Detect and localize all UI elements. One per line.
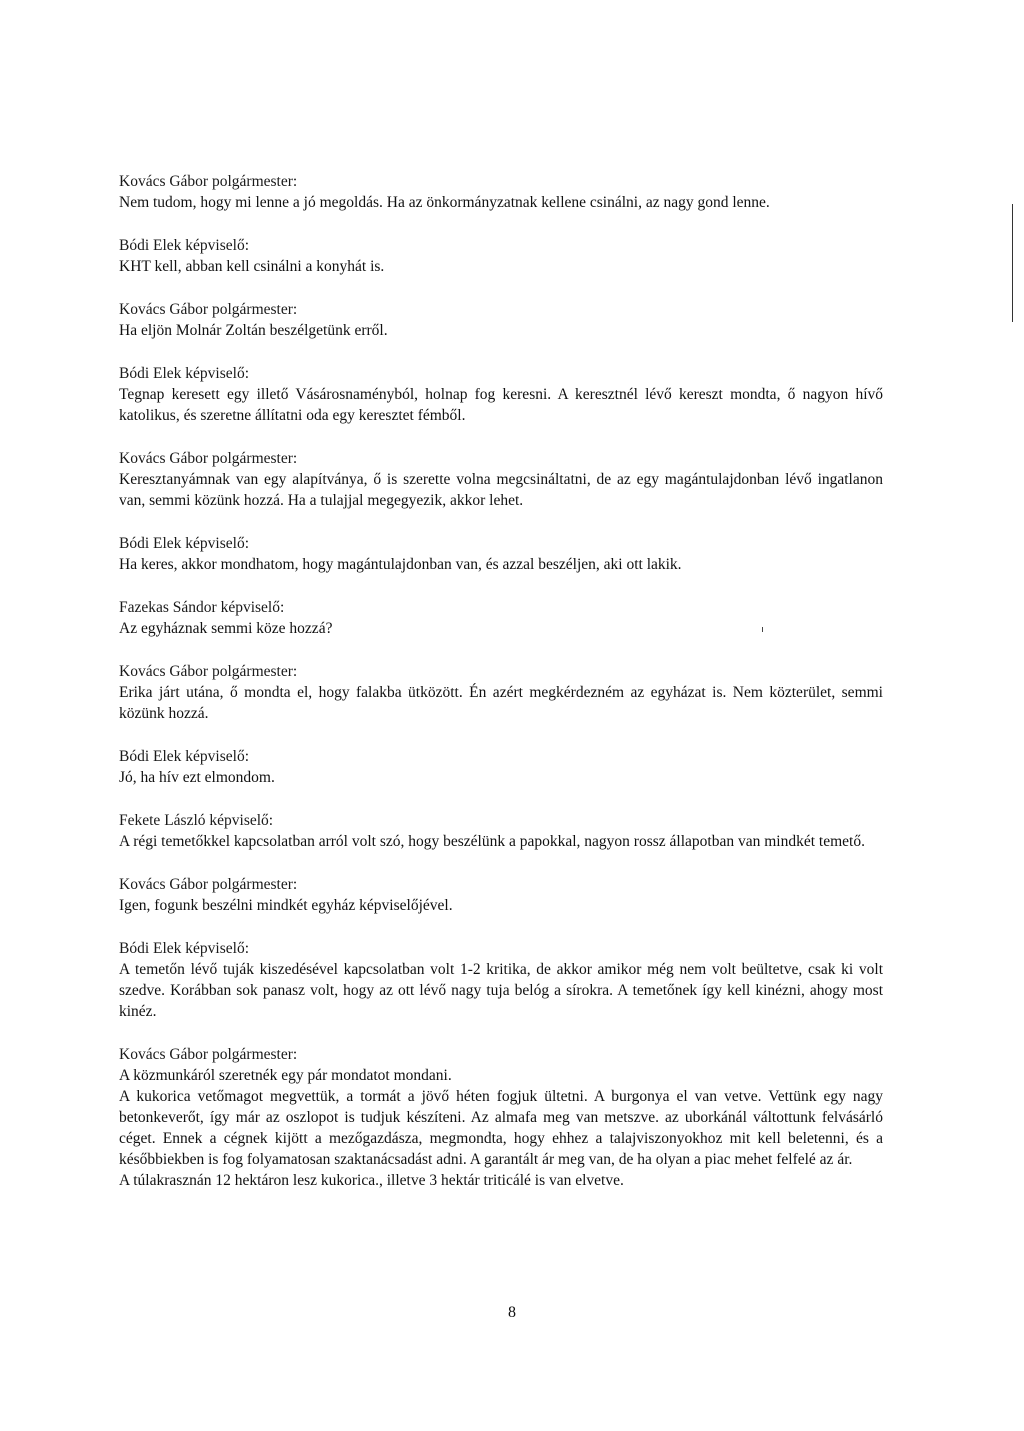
speaker-name: Fazekas Sándor képviselő: bbox=[119, 599, 285, 616]
speech-text: Erika járt utána, ő mondta el, hogy falakba ütközött. Én azért megkérdezném az egyházat is. Nem közterület, semmi közünk hozzá. bbox=[119, 684, 883, 722]
speech-block bbox=[119, 533, 883, 575]
speaker-name: Bódi Elek képviselő: bbox=[119, 237, 250, 254]
speaker-name: Kovács Gábor polgármester: bbox=[119, 173, 298, 190]
document-body bbox=[119, 171, 883, 1213]
speech-text: Igen, fogunk beszélni mindkét egyház képviselőjével. bbox=[119, 897, 453, 914]
speech-text: Ha eljön Molnár Zoltán beszélgetünk erről. bbox=[119, 322, 388, 339]
speaker-name: Bódi Elek képviselő: bbox=[119, 535, 250, 552]
speech-block bbox=[119, 746, 883, 788]
speaker-name: Bódi Elek képviselő: bbox=[119, 365, 250, 382]
speech-block bbox=[119, 171, 883, 213]
speech-text: Az egyháznak semmi köze hozzá? bbox=[119, 620, 333, 637]
transcript bbox=[119, 171, 883, 1191]
speech-text: A túlakrasznán 12 hektáron lesz kukorica., illetve 3 hektár triticálé is van elvetve. bbox=[119, 1172, 624, 1189]
speech-block bbox=[119, 448, 883, 511]
page-number: 8 bbox=[508, 1304, 516, 1321]
speech-text: Keresztanyámnak van egy alapítványa, ő is szerette volna megcsináltatni, de az egy magántulajdonban lévő ingatlanon van, semmi közünk hozzá. Ha a tulajjal megegyezik, akkor lehet. bbox=[119, 471, 883, 509]
speech-text: A közmunkáról szeretnék egy pár mondatot mondani. bbox=[119, 1067, 452, 1084]
speech-block bbox=[119, 235, 883, 277]
speech-text: Jó, ha hív ezt elmondom. bbox=[119, 769, 275, 786]
speech-block bbox=[119, 363, 883, 426]
scan-edge-artifact bbox=[1012, 204, 1013, 322]
speech-block bbox=[119, 874, 883, 916]
speech-text: Nem tudom, hogy mi lenne a jó megoldás. Ha az önkormányzatnak kellene csinálni, az nagy gond lenne. bbox=[119, 194, 770, 211]
speaker-name: Kovács Gábor polgármester: bbox=[119, 301, 298, 318]
speech-block bbox=[119, 661, 883, 724]
speaker-name: Kovács Gábor polgármester: bbox=[119, 450, 298, 467]
speech-text: A temetőn lévő tuják kiszedésével kapcsolatban volt 1-2 kritika, de akkor amikor még nem volt beültetve, csak ki volt szedve. Korábban sok panasz volt, hogy az ott lévő nagy tuja belóg a sírokra. A temetőnek így kell kinézni, ahogy most kinéz. bbox=[119, 961, 883, 1020]
speech-block bbox=[119, 299, 883, 341]
speech-text: A régi temetőkkel kapcsolatban arról volt szó, hogy beszélünk a papokkal, nagyon rossz állapotban van mindkét temető. bbox=[119, 833, 865, 850]
speaker-name: Kovács Gábor polgármester: bbox=[119, 876, 298, 893]
speaker-name: Kovács Gábor polgármester: bbox=[119, 1046, 298, 1063]
speech-block bbox=[119, 810, 883, 852]
speech-text: Tegnap keresett egy illető Vásárosnaményból, holnap fog keresni. A keresztnél lévő kereszt mondta, ő nagyon hívő katolikus, és szeretne állítatni oda egy keresztet fémből. bbox=[119, 386, 883, 424]
speech-text: KHT kell, abban kell csinálni a konyhát is. bbox=[119, 258, 385, 275]
speech-text: A kukorica vetőmagot megvettük, a tormát a jövő héten fogjuk ültetni. A burgonya el van vetve. Vettünk egy nagy betonkeverőt, így már az oszlopot is tudjuk készíteni. Az almafa meg van metszve. az uborkánál váltottunk felvásárló céget. Ennek a cégnek kijött a mezőgazdásza, megmondta, hogy ehhez a talajviszonyokhoz mit kell beletenni, és a későbbiekben is fog folyamatosan szaktanácsadást adni. A garantált ár meg van, de ha olyan a piac mehet felfelé az ár. bbox=[119, 1088, 883, 1168]
speech-block bbox=[119, 597, 883, 639]
speaker-name: Bódi Elek képviselő: bbox=[119, 940, 250, 957]
speech-text: Ha keres, akkor mondhatom, hogy magántulajdonban van, és azzal beszéljen, aki ott lakik. bbox=[119, 556, 682, 573]
speech-block bbox=[119, 938, 883, 1022]
speaker-name: Bódi Elek képviselő: bbox=[119, 748, 250, 765]
speech-block bbox=[119, 1044, 883, 1191]
speaker-name: Kovács Gábor polgármester: bbox=[119, 663, 298, 680]
scan-speck bbox=[762, 627, 763, 632]
speaker-name: Fekete László képviselő: bbox=[119, 812, 274, 829]
